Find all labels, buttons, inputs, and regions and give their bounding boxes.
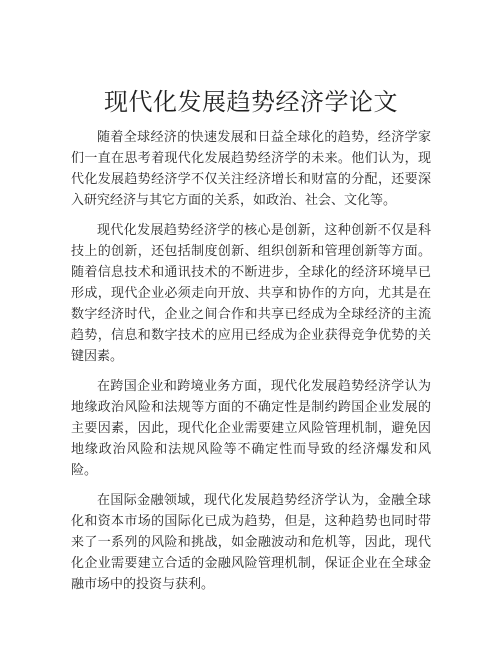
paragraph-3: 在跨国企业和跨境业务方面，现代化发展趋势经济学认为地缘政治风险和法规等方面的不确定性是制约跨国企业发展的主要因素，因此，现代化企业需要建立风险管理机制，避免因地缘政治风险和法规风险等不确定性而导致的经济爆发和风险。 [71,379,431,478]
paragraph-1: 随着全球经济的快速发展和日益全球化的趋势，经济学家们一直在思考着现代化发展趋势经济学的未来。他们认为，现代化发展趋势经济学不仅关注经济增长和财富的分配，还要深入研究经济与其它方面的关系，如政治、社会、文化等。 [71,130,431,208]
paragraph-2: 现代化发展趋势经济学的核心是创新，这种创新不仅是科技上的创新，还包括制度创新、组织创新和管理创新等方面。随着信息技术和通讯技术的不断进步，全球化的经济环境早已形成，现代企业必须走向开放、共享和协作的方向，尤其是在数字经济时代，企业之间合作和共享已经成为全球经济的主流趋势，信息和数字技术的应用已经成为企业获得竞争优势的关键因素。 [71,223,431,364]
page-title: 现代化发展趋势经济学论文 [104,88,398,116]
paragraph-4: 在国际金融领域，现代化发展趋势经济学认为，金融全球化和资本市场的国际化已成为趋势，但是，这种趋势也同时带来了一系列的风险和挑战，如金融波动和危机等，因此，现代化企业需要建立合适的金融风险管理机制，保证企业在全球金融市场中的投资与获利。 [71,493,431,592]
document-body [71,127,431,604]
